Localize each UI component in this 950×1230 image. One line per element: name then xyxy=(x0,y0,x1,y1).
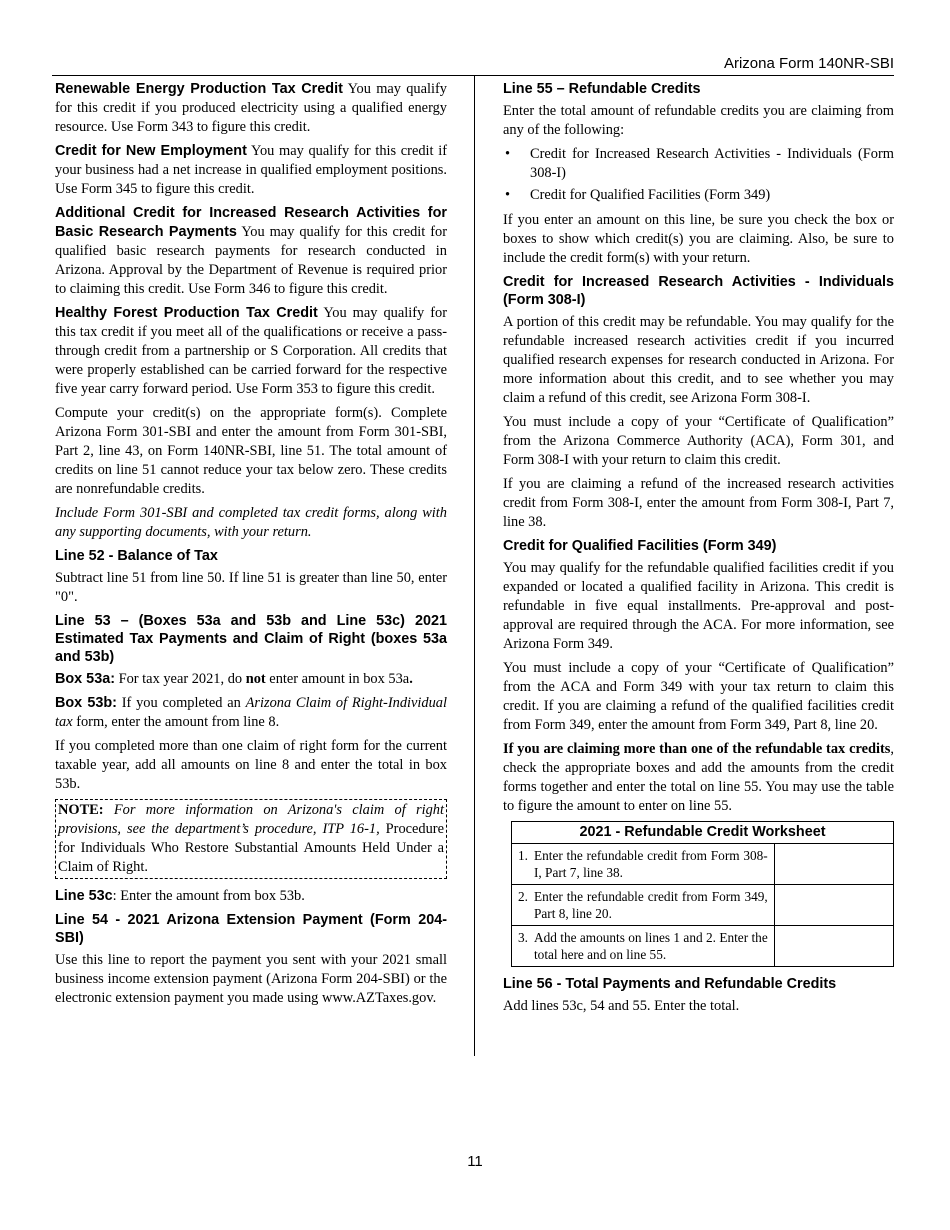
facilities-heading: Credit for Qualified Facilities (Form 349) xyxy=(503,538,777,554)
box53a-period: . xyxy=(409,671,413,687)
renewable-energy-paragraph xyxy=(55,80,447,137)
line54-text: Use this line to report the payment you sent with your 2021 small business income extension payment (Arizona Form 204-SBI) or the electronic extension payment you made using www.AZTaxes.gov. xyxy=(55,952,447,1006)
multi-credit-paragraph xyxy=(503,740,894,816)
row-amount-field[interactable] xyxy=(774,885,893,926)
worksheet-title: 2021 - Refundable Credit Worksheet xyxy=(512,822,894,844)
research-paragraph-3: If you are claiming a refund of the increased research activities credit from Form 308-I, enter the amount from Form 308-I, Part 7, line 38. xyxy=(503,476,894,530)
line52-heading: Line 52 - Balance of Tax xyxy=(55,548,218,564)
row-description: Enter the refundable credit from Form 349, Part 8, line 20. xyxy=(528,885,774,926)
compute-credits-paragraph: Compute your credit(s) on the appropriate form(s). Complete Arizona Form 301-SBI and enter the amount from Form 301-SBI, Part 2, line 43, on Form 140NR-SBI, line 51. The total amount of credits on line 51 cannot reduce your tax below zero. These credits are nonrefundable credits. xyxy=(55,405,447,497)
multi-claim-paragraph: If you completed more than one claim of right form for the current taxable year, add all amounts on line 8 and enter the total in box 53b. xyxy=(55,738,447,792)
box53b-text-after: form, enter the amount from line 8. xyxy=(72,714,280,730)
renewable-energy-text: You may qualify for this credit if you produced electricity using a qualified energy resource. Use Form 343 to figure this credit. xyxy=(55,81,447,135)
page-number: 11 xyxy=(467,1153,483,1170)
note-text: Procedure for Individuals Who Restore Substantial Amounts Held Under a Claim of Right. xyxy=(58,821,444,875)
research-paragraph-1: A portion of this credit may be refundable. You may qualify for the refundable increased research activities credit if you incurred qualified research expenses for research conducted in Arizona. For more information about this credit, and to see whether you may claim a refund of this credit, see Arizona Form 308-I. xyxy=(503,314,894,406)
right-column xyxy=(503,80,894,1021)
table-row xyxy=(512,926,894,967)
new-employment-paragraph xyxy=(55,142,447,199)
line55-intro: Enter the total amount of refundable credits you are claiming from any of the following: xyxy=(503,103,894,138)
table-row xyxy=(512,844,894,885)
left-column xyxy=(55,80,447,1013)
line54-heading: Line 54 - 2021 Arizona Extension Payment (Form 204-SBI) xyxy=(55,912,447,946)
new-employment-heading: Credit for New Employment xyxy=(55,143,247,159)
line55-check-paragraph: If you enter an amount on this line, be sure you check the box or boxes to show which credit(s) you are claiming. Also, be sure to include the credit form(s) with your return. xyxy=(503,212,894,266)
healthy-forest-paragraph xyxy=(55,304,447,399)
table-row xyxy=(512,885,894,926)
line52-text: Subtract line 51 from line 50. If line 51 is greater than line 50, enter "0". xyxy=(55,570,447,605)
facilities-paragraph-2: You must include a copy of your “Certificate of Qualification” from the ACA and Form 349 with your tax return to claim this credit. If you are claiming a refund of the qualified facilities credit from Form 349, enter the amount from Form 349, Part 8, line 20. xyxy=(503,660,894,733)
box53a-label: Box 53a: xyxy=(55,671,115,687)
row-amount-field[interactable] xyxy=(774,844,893,885)
line56-text: Add lines 53c, 54 and 55. Enter the total. xyxy=(503,998,740,1014)
line53c-paragraph xyxy=(55,887,447,906)
row-description: Enter the refundable credit from Form 308-I, Part 7, line 38. xyxy=(528,844,774,885)
row-description: Add the amounts on lines 1 and 2. Enter the total here and on line 55. xyxy=(528,926,774,967)
row-number: 2. xyxy=(512,885,528,926)
refundable-credit-worksheet xyxy=(511,821,894,967)
facilities-paragraph-1: You may qualify for the refundable qualified facilities credit if you expanded or located a qualified facility in Arizona. This credit is refundable in five equal installments. Pre-approval and post-approval are required through the ACA. For more information, see Arizona Form 349. xyxy=(503,560,894,652)
row-amount-field[interactable] xyxy=(774,926,893,967)
form-title: Arizona Form 140NR-SBI xyxy=(723,55,894,72)
column-divider xyxy=(474,76,475,1056)
basic-research-text: You may qualify for this credit for qualified basic research payments for research conducted in Arizona. Approval by the Department of Revenue is required prior to claiming this credit. Use Form 346 to figure this credit. xyxy=(55,224,448,297)
box53b-italic: Arizona Claim of Right-Individual tax xyxy=(55,695,447,730)
row-number: 3. xyxy=(512,926,528,967)
healthy-forest-text: You may qualify for this tax credit if you meet all of the qualifications or receive a pass-through credit from a partnership or S Corporation. All credits that were properly established can be carried forward for the respective five year carry forward period. Use Form 353 to figure this credit. xyxy=(55,305,447,397)
list-item: • Credit for Qualified Facilities (Form 349) xyxy=(503,186,894,205)
note-italic: For more information on Arizona's claim of right provisions, see the department’s procedure, ITP 16-1, xyxy=(58,802,444,837)
refundable-credit-list xyxy=(503,145,894,205)
include-forms-text: Include Form 301-SBI and completed tax credit forms, along with any supporting documents, with your return. xyxy=(55,505,447,540)
renewable-energy-heading: Renewable Energy Production Tax Credit xyxy=(55,81,343,97)
healthy-forest-heading: Healthy Forest Production Tax Credit xyxy=(55,305,318,321)
box53b-paragraph xyxy=(55,694,447,732)
research-paragraph-2: You must include a copy of your “Certificate of Qualification” from the Arizona Commerce Authority (ACA), Form 301, and Form 308-I with your return to claim this credit. xyxy=(503,414,894,468)
box53a-text-after: enter amount in box 53a xyxy=(265,671,410,687)
multi-credit-text: , check the appropriate boxes and add the amounts from the credit forms together and enter the total on line 55. You may use the table to figure the amount to enter on line 55. xyxy=(503,741,894,814)
multi-credit-bold: If you are claiming more than one of the refundable tax credits xyxy=(503,741,891,757)
line55-heading: Line 55 – Refundable Credits xyxy=(503,81,701,97)
note-label: NOTE: xyxy=(58,802,104,818)
line56-heading: Line 56 - Total Payments and Refundable Credits xyxy=(503,976,837,992)
note-box xyxy=(55,799,447,879)
box53b-label: Box 53b: xyxy=(55,695,117,711)
row-number: 1. xyxy=(512,844,528,885)
line53c-text: : Enter the amount from box 53b. xyxy=(112,888,305,904)
research-heading: Credit for Increased Research Activities - Individuals (Form 308-I) xyxy=(503,274,894,308)
box53b-text: If you completed an xyxy=(116,695,246,711)
include-forms-paragraph xyxy=(55,504,447,542)
basic-research-heading: Additional Credit for Increased Research Activities for Basic Research Payments xyxy=(55,205,447,240)
box53a-not: not xyxy=(245,671,266,687)
header-rule xyxy=(52,75,894,76)
line53c-label: Line 53c xyxy=(55,888,113,904)
box53a-paragraph xyxy=(55,670,447,689)
list-item: • Credit for Increased Research Activities - Individuals (Form 308-I) xyxy=(503,145,894,183)
box53a-text: For tax year 2021, do xyxy=(115,671,246,687)
new-employment-text: You may qualify for this credit if your business had a net increase in qualified employment positions. Use Form 345 to figure this credit. xyxy=(55,143,448,197)
basic-research-paragraph xyxy=(55,204,447,299)
line53-heading: Line 53 – (Boxes 53a and 53b and Line 53c) 2021 Estimated Tax Payments and Claim of Right (boxes 53a and 53b) xyxy=(55,613,447,665)
